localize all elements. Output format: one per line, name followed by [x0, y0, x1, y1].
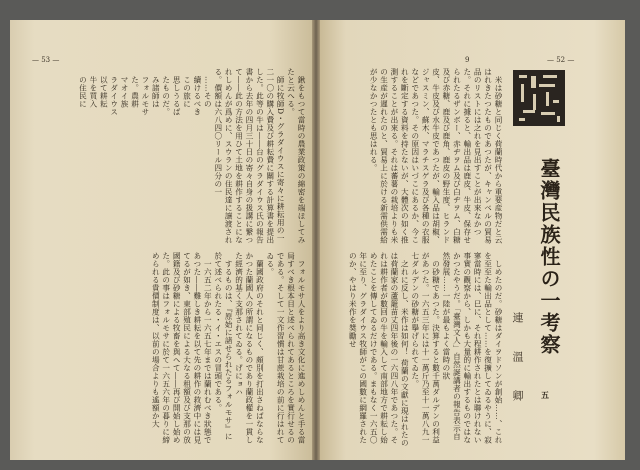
paragraph: の住民に — [78, 75, 88, 108]
paragraph: た。農耕 — [130, 75, 140, 108]
section-mark: 9 — [465, 56, 470, 64]
decorative-title-emblem — [513, 70, 565, 126]
lower-text-block — [32, 252, 306, 444]
paragraph: マオイ族 — [120, 75, 130, 108]
paragraph: ……その — [203, 75, 213, 108]
paragraph: フォルモサ — [140, 75, 150, 116]
page-number: — 53 — — [32, 56, 60, 64]
paragraph: 續けるべき — [192, 75, 202, 116]
lower-text-block — [323, 252, 503, 448]
page-number: — 52 — — [547, 56, 575, 64]
upper-text-block — [32, 68, 306, 246]
paragraph: ラダイウス — [109, 75, 119, 116]
paragraph: 以て耕耘 — [99, 75, 109, 108]
paragraph: 思しうるば — [172, 75, 182, 116]
paragraph: み諸師は — [151, 75, 161, 108]
right-page — [315, 20, 625, 460]
title-volume: 五 — [541, 390, 549, 400]
left-page — [10, 20, 315, 460]
paragraph: 之れに反し、米作は如何！ 荷蘭の文獻に現はれたのは荷蘭家の蘆籠苗丈四年後の一六四八年であつた。それは耕作者が數回の牛を輸入して南部地方で耕耘し始めたことを傳してゐるだけである。まもなく一六五〇年に至り、グラダイウス牧師がこの國數に網羅されたのか、やはり米作を奬勵せ — [348, 252, 410, 447]
paragraph: の砂糖であつた。決算すると數千萬ダルデンの利益があつた。一六五三年には十一萬斤乃至十一萬八九一七ダルデンの砂糖が擧げられてゐた。 — [410, 252, 441, 444]
paragraph: フォルモサ人をより高き文化に進めしめんと手る當局すべき根本目と述べられてあるところを實行せるのである。そして一文作習慣は甘蔗栽培の前に行はれてゐる。 — [265, 252, 306, 444]
paragraph: 牛を買入 — [88, 75, 98, 108]
paragraph: 師に牧師D・グラダイウスに寄々に耕耘用の一二一〇の購入費及び耕耘費に關する計算書を提出した。此等の牛は――台のグラダイウス氏の報告書から去年の四月三十日の寄々自身の扱講に繋つて――此の方法を用ひて土地を耕作することになれしめんが爲めに、スウランの住民達に譲渡される。價額は六八四〇リール四分の一 — [213, 68, 286, 244]
upper-text-block — [333, 68, 503, 244]
paragraph: たものだ。 — [161, 75, 171, 116]
paragraph: 蘭國政府のそれと同じく、頗別を打出さねばならなかつた蘭國人の所謂になるものであり蘭政權を一貫した經濟的基く支那されてゐる。げにョハ — [234, 252, 265, 444]
author-name: 連溫卿 — [511, 312, 524, 429]
paragraph: 米は砂糖と同じく荷蘭時代から重要産物だと云はれきたつたものであつたが、キャンベルの貿易品のリストには之れを見出すことが出來なかつた。それに據ると、輸出品は鹿皮、牛皮、保存せられたるザンボー、赤ヂヲム及び白ヂヲム、白糖及び赤糖、鹿及び鹿角、鹿皮の野生度、ヒランド皮、牛皮及び水牛皮であつたが、輸入品は胡椒、ジャスミン、蘇木、マラチスゲラ及び各種の衣服などであつた。その原因はいづこにあるか、今これを斷定する資料を持たないが、大體次の如く推測することが出來る。それは蕃薯の栽培よりも米の生産が遲れたのと、貿易上に於ける新需供需給が少なかつたとも思はれる。 — [369, 68, 503, 244]
paragraph: しめたのだ。砂糖はダイヲドソンが創始……、これを至至た輸出品として……を復擴してゐるやうに、寂寥當時には、巳に、それ程耕作されたとは聯けれない事實の觀察から、しかも大量的に輸出するものではなかつたやうだ。「臺灣文人」自然誕講者の報告表示自然發展……一陸が最もよく當時の狀 — [441, 252, 503, 444]
paragraph: この旅に — [182, 75, 192, 108]
paragraph: 一六五二年から一六五七年までは蘭れむべき狀態であつた――難しき耕耘を以て先の耕作の救濟中には見てるが如き、東部殖民による大なる租額及び支那の放國籍及び砂糖による牧畜を與へて――再び開始し始めた。此の事はフォルモサに於て一六五六年の暮りに締められる貴價制度は、以前の場合よりも遙額か大 — [151, 252, 213, 444]
book-gutter — [312, 20, 320, 460]
paragraph: するものは、『原始に諸せられたるフォルモサ』に於て述べられたる・イ・エスの冒頭である。 — [213, 252, 234, 440]
article-title: 臺灣民族性の一考察 — [537, 158, 561, 356]
paragraph: 鍬をもつて當時の農業政策の綿密を端ほしてみたと云へる。 — [286, 68, 306, 244]
